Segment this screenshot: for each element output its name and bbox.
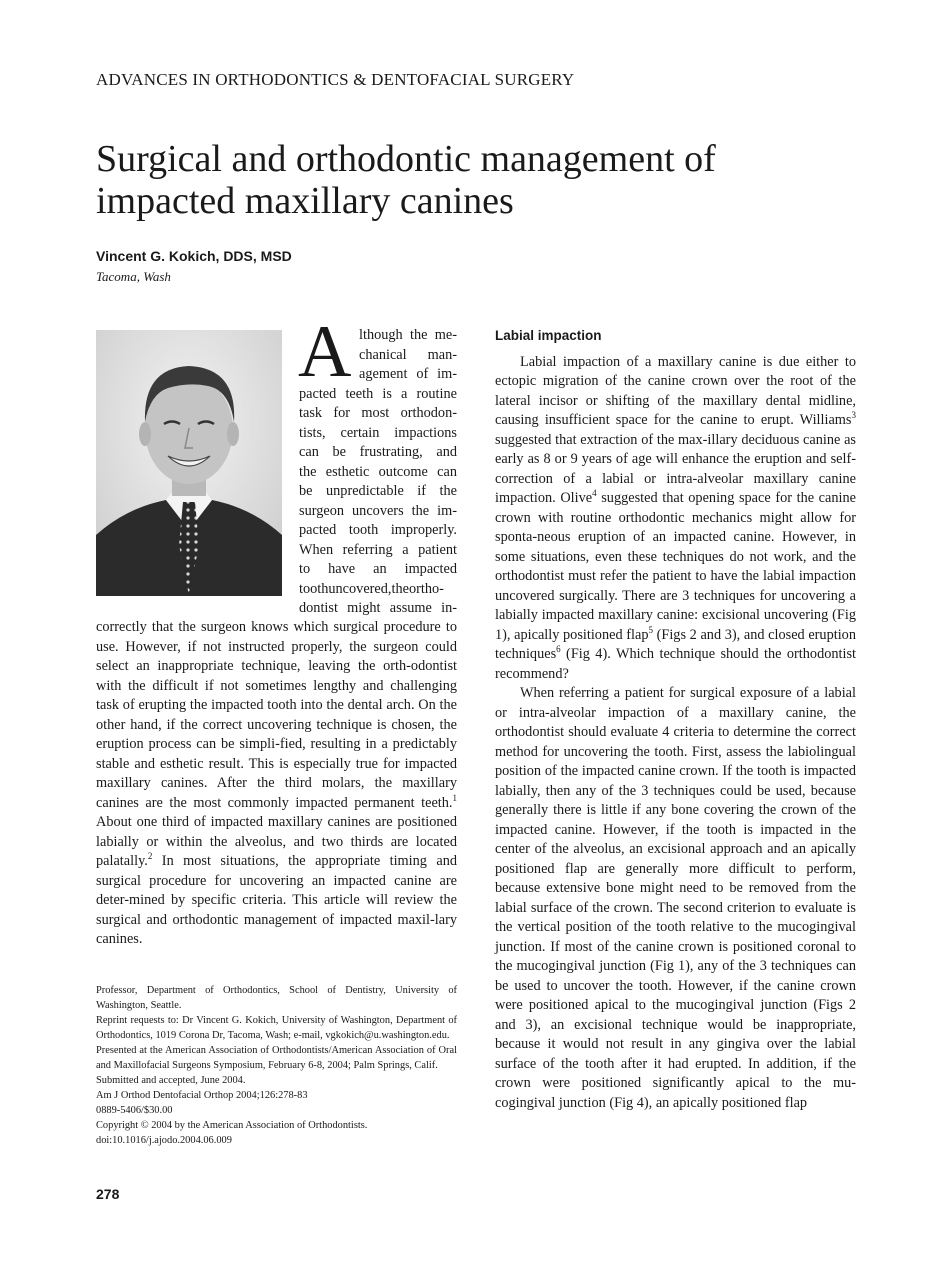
reference-marker: 1 <box>452 792 457 803</box>
intro-paragraph-continued <box>96 618 457 950</box>
article-footnotes <box>96 983 457 1148</box>
footnote: doi:10.1016/j.ajodo.2004.06.009 <box>96 1135 232 1146</box>
footnote: 0889-5406/$30.00 <box>96 1105 173 1116</box>
intro-line: When referring a patient <box>299 541 457 558</box>
section-heading-labial-impaction: Labial impaction <box>495 328 602 343</box>
intro-line: lthough the me- <box>359 327 457 343</box>
paragraph-text: (Fig 4). Which technique should the orthodontist recommend? <box>495 646 856 682</box>
paragraph-labial-1 <box>495 353 856 685</box>
intro-text-2: About one third of impacted maxillary canines are positioned labially or within the alveolus, and two thirds are located palatally. <box>96 814 457 869</box>
intro-line: the esthetic outcome can <box>299 463 457 480</box>
paragraph-text: (Figs 2 and 3), and closed eruption techniques <box>495 626 856 662</box>
drop-cap: A <box>298 311 352 393</box>
author-name: Vincent G. Kokich, DDS, MSD <box>96 248 292 264</box>
intro-line: chanical man- <box>359 346 457 363</box>
intro-line: toothuncovered,theortho- <box>299 580 444 597</box>
reference-marker: 5 <box>648 624 653 635</box>
intro-text-3: In most situations, the appropriate timing and surgical procedure for uncovering an impacted canine are deter-mined by specific criteria. This article will review the surgical and orthodontic management of impacted maxil-lary canines. <box>96 853 457 947</box>
journal-section-header: ADVANCES IN ORTHODONTICS & DENTOFACIAL SURGERY <box>96 70 575 89</box>
intro-line: task for most orthodon- <box>299 405 457 421</box>
footnote: Copyright © 2004 by the American Association of Orthodontists. <box>96 1120 368 1131</box>
intro-wrapped-lines <box>299 326 457 619</box>
reference-marker: 6 <box>556 644 561 654</box>
intro-line: pacted tooth improperly. <box>299 522 457 538</box>
footnote: Submitted and accepted, June 2004. <box>96 1075 246 1086</box>
page-number: 278 <box>96 1186 120 1202</box>
footnote: Am J Orthod Dentofacial Orthop 2004;126:278-83 <box>96 1090 308 1101</box>
article-title: Surgical and orthodontic management of impacted maxillary canines <box>96 138 716 222</box>
paragraph-labial-2: When referring a patient for surgical exposure of a labial or intra-alveolar impaction of a maxillary canine, the orthodontist should evaluate 4 criteria to determine the correct method for uncovering the tooth. First, assess the labiolingual position of the impacted canine crown. If the tooth is impacted labially, then any of the 3 techniques could be used, because generally there is little if any bone covering the crown of the impacted canine. However, if the tooth is impacted in the center of the alveolus, an excisional approach and an apically positioned flap are generally more difficult to perform, because extensive bone might need to be removed from the labial surface of the crown. The second criterion to evaluate is the vertical position of the tooth relative to the mucogingival junction. If most of the canine crown is positioned coronal to the mucogingival junction (Fig 1), any of the 3 techniques can be used to uncover the tooth. However, if the canine crown were positioned apical to the mucogingival junction (Figs 2 and 3), an excisional technique would be inappropriate, because it would not result in any gingiva over the labial surface of the tooth after it had erupted. In addition, if the crown were positioned significantly apical to the mu-cogingival junction (Fig 4), an apically positioned flap <box>495 685 856 1111</box>
intro-line: agement of im- <box>359 366 457 382</box>
footnote: Reprint requests to: Dr Vincent G. Kokich, University of Washington, Department of Orthodontics, 1019 Corona Dr, Tacoma, Wash; e-mail, vgkokich@u.washington.edu. <box>96 1015 457 1041</box>
reference-marker: 4 <box>592 488 597 498</box>
reference-marker: 3 <box>851 410 856 420</box>
author-portrait <box>96 330 282 596</box>
intro-line: be unpredictable if the <box>299 483 457 499</box>
paragraph-text: suggested that opening space for the canine crown with routine orthodontic mechanics might allow for sponta-neous eruption of an impacted canine. However, in some situations, even these techniques do not work, and the orthodontist must refer the patient to have the labial impaction uncovered surgically. There are 3 techniques for uncovering a labially impacted maxillary canine: excisional uncovering (Fig 1), apically positioned flap <box>495 490 856 643</box>
reference-marker: 2 <box>147 851 153 861</box>
right-column <box>495 326 856 1113</box>
intro-text-1: correctly that the surgeon knows which surgical procedure to use. However, if not instructed properly, the surgeon could select an inappropriate technique, leaving the orth-odontist with the difficult if not sometimes lengthy and challenging task of erupting the impacted tooth into the dental arch. On the other hand, if the correct uncovering technique is chosen, the eruption process can be simpli-fied, resulting in a predictably stable and esthetic result. This is especially true for impacted maxillary canines. After the third molars, the maxillary canines are the most commonly impacted permanent teeth. <box>96 619 457 811</box>
footnote: Professor, Department of Orthodontics, School of Dentistry, University of Washington, Seattle. <box>96 985 457 1011</box>
paragraph-text: suggested that extraction of the max-illary deciduous canine as early as 8 or 9 years of age will enhance the eruption and self-correction of a labial or intra-alveolar maxillary canine impaction. Olive <box>495 431 856 506</box>
intro-line: dontist might assume in- <box>299 600 457 616</box>
intro-line: can be frustrating, and <box>299 444 457 460</box>
footnote: Presented at the American Association of Orthodontists/American Association of Oral and Maxillofacial Surgeons Symposium, February 6-8, 2004; Palm Springs, Calif. <box>96 1045 457 1071</box>
intro-line: tists, certain impactions <box>299 424 457 441</box>
author-location: Tacoma, Wash <box>96 269 171 284</box>
intro-line: surgeon uncovers the im- <box>299 502 457 519</box>
intro-line: to have an impacted <box>299 561 457 577</box>
intro-line: pacted teeth is a routine <box>299 385 457 402</box>
paragraph-text: Labial impaction of a maxillary canine is due either to ectopic migration of the canine crown over the root of the lateral incisor or shifting of the maxillary dental midline, causing insufficient space for the canine to erupt. Williams <box>495 353 856 428</box>
